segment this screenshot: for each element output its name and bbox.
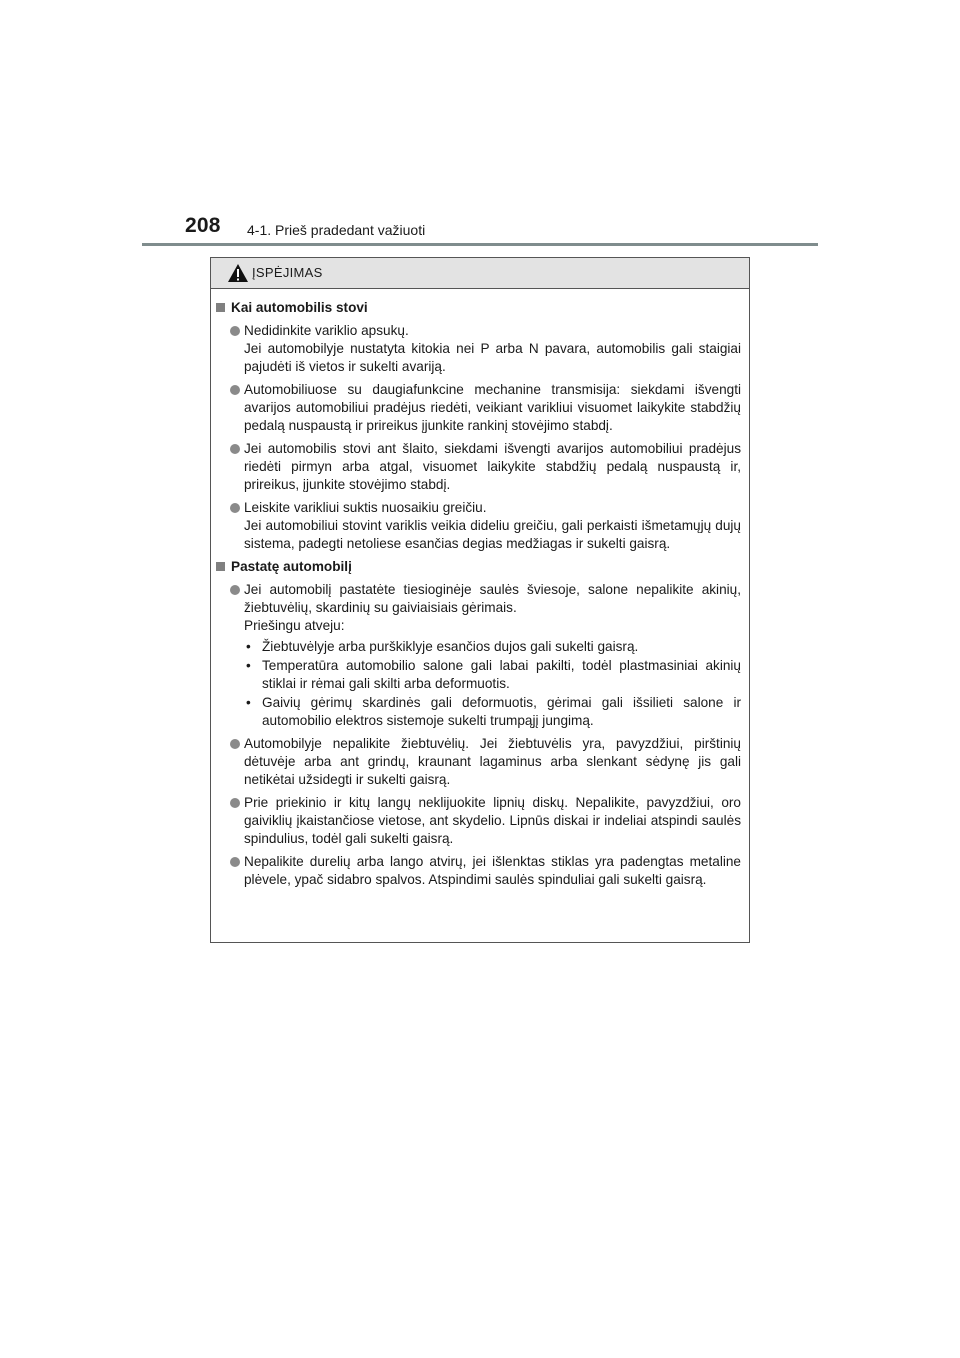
- list-item-text: [244, 735, 741, 789]
- square-bullet-icon: [216, 303, 225, 312]
- circle-bullet-icon: [230, 326, 240, 336]
- warning-section: [216, 299, 741, 553]
- paragraph: Jei automobilyje nustatyta kitokia nei P arba N pavara, automobilis gali staigiai pajudėti iš vietos ir sukelti avariją.: [244, 341, 741, 374]
- circle-bullet-icon: [230, 385, 240, 395]
- square-bullet-icon: [216, 562, 225, 571]
- list-item-text: [244, 581, 741, 730]
- warning-header: [211, 258, 749, 289]
- paragraph: Jei automobiliui stovint variklis veikia dideliu greičiu, gali perkaisti išmetamųjų dujų sistema, padegti netoliese esančias degias medžiagas ir sukelti gaisrą.: [244, 518, 741, 551]
- circle-bullet-icon: [230, 585, 240, 595]
- warning-section: [216, 558, 741, 889]
- warning-body: [211, 289, 749, 889]
- sub-list-item: [244, 694, 741, 730]
- list-item-text: [244, 322, 741, 376]
- section-heading-text: Kai automobilis stovi: [231, 300, 368, 315]
- warning-title: ĮSPĖJIMAS: [252, 265, 323, 280]
- circle-bullet-icon: [230, 798, 240, 808]
- paragraph: Leiskite varikliui suktis nuosaikiu greičiu.: [244, 500, 487, 515]
- list-item-text: [244, 499, 741, 553]
- list-item: [216, 735, 741, 789]
- paragraph: Prie priekinio ir kitų langų neklijuokite lipnių diskų. Nepalikite, pavyzdžiui, oro gaiviklių įkaistančiose vietose, ant skydelio. Lipnūs diskai ir indeliai atspindi saulės spindulius, todėl gali sukelti gaisrą.: [244, 795, 741, 846]
- circle-bullet-icon: [230, 739, 240, 749]
- section-heading: [216, 299, 741, 317]
- section-heading: [216, 558, 741, 576]
- section-heading-text: Pastatę automobilį: [231, 559, 352, 574]
- sub-list-item: [244, 657, 741, 693]
- paragraph: Jei automobilį pastatėte tiesioginėje saulės šviesoje, salone nepalikite akinių, žiebtuvėlių, skardinių su gaiviaisiais gėrimais.: [244, 582, 741, 615]
- warning-triangle-icon: [227, 263, 249, 283]
- bullet-icon: •: [246, 695, 251, 710]
- paragraph: Automobilyje nepalikite žiebtuvėlių. Jei žiebtuvėlis yra, pavyzdžiui, pirštinių dėtuvėje arba ant grindų, kraunant lagaminus arba slenkant sėdynę jis gali netikėtai užsidegti ir sukelti gaisrą.: [244, 736, 741, 787]
- sub-list-item: [244, 638, 741, 656]
- list-item: [216, 794, 741, 848]
- warning-box: [210, 257, 750, 943]
- circle-bullet-icon: [230, 503, 240, 513]
- sub-list-item-text: Žiebtuvėlyje arba purškiklyje esančios dujos gali sukelti gaisrą.: [262, 639, 639, 654]
- sub-list: [244, 638, 741, 730]
- paragraph: Jei automobilis stovi ant šlaito, siekdami išvengti avarijos automobiliui pradėjus riedėti pirmyn arba atgal, visuomet laikykite stabdžių pedalą nuspaustą ir, prireikus, įjunkite stovėjimo stabdį.: [244, 441, 741, 492]
- list-item-text: [244, 853, 741, 889]
- list-item: [216, 853, 741, 889]
- sub-list-item-text: Temperatūra automobilio salone gali labai pakilti, todėl plastmasiniai akinių stiklai ir rėmai gali skilti arba deformuotis.: [262, 658, 741, 691]
- paragraph: Nedidinkite variklio apsukų.: [244, 323, 409, 338]
- header-divider: [142, 243, 818, 246]
- list-item: [216, 499, 741, 553]
- list-item: [216, 581, 741, 730]
- section-title: 4-1. Prieš pradedant važiuoti: [247, 222, 426, 238]
- list-item: [216, 381, 741, 435]
- paragraph: Automobiliuose su daugiafunkcine mechanine transmisija: siekdami išvengti avarijos automobiliui pradėjus riedėti, veikiant varikliui visuomet laikykite stabdžių pedalą nuspaustą ir prireikus įjunkite rankinį stovėjimo stabdį.: [244, 382, 741, 433]
- sub-list-item-text: Gaivių gėrimų skardinės gali deformuotis, gėrimai gali išsilieti salone ir automobilio elektros sistemoje sukelti trumpąjį jungimą.: [262, 695, 741, 728]
- list-item: [216, 322, 741, 376]
- page-number: 208: [185, 214, 221, 237]
- list-item: [216, 440, 741, 494]
- circle-bullet-icon: [230, 444, 240, 454]
- bullet-icon: •: [246, 639, 251, 654]
- list-item-text: [244, 794, 741, 848]
- paragraph: Priešingu atveju:: [244, 618, 345, 633]
- bullet-icon: •: [246, 658, 251, 673]
- paragraph: Nepalikite durelių arba lango atvirų, jei išlenktas stiklas yra padengtas metaline plėvele, ypač sidabro spalvos. Atspindimi saulės spinduliai gali sukelti gaisrą.: [244, 854, 741, 887]
- circle-bullet-icon: [230, 857, 240, 867]
- list-item-text: [244, 381, 741, 435]
- list-item-text: [244, 440, 741, 494]
